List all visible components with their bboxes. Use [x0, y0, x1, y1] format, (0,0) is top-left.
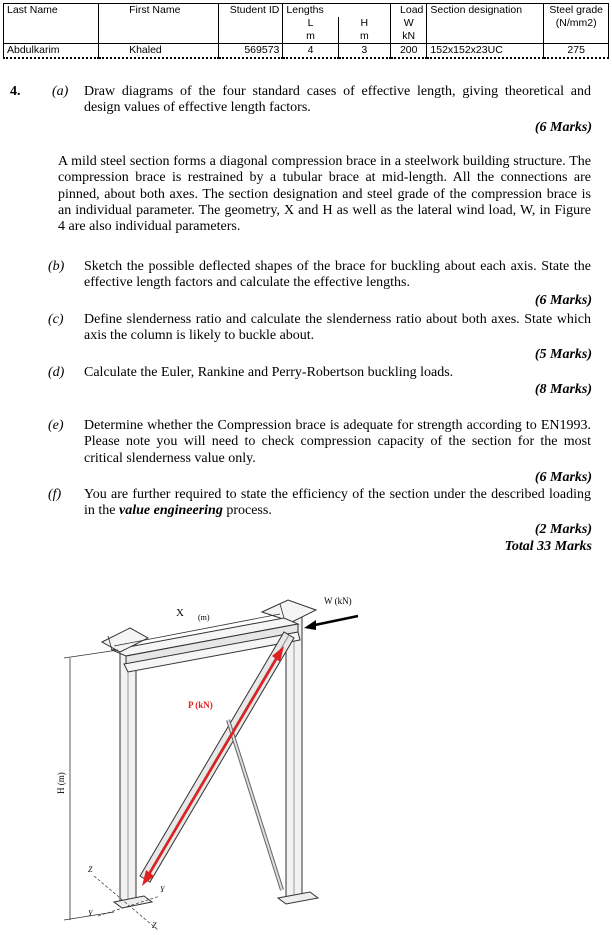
- part-c-text: Define slenderness ratio and calculate the slenderness ratio about both axes. State which axis the column is likely to buckle about.: [84, 312, 591, 344]
- part-a-text: Draw diagrams of the four standard cases of effective length, giving theoretical and design values of effective length factors.: [84, 84, 591, 116]
- part-e-label: (e): [48, 418, 64, 433]
- wind-load-arrow: [304, 616, 358, 630]
- part-b-marks: (6 Marks): [534, 293, 592, 308]
- cell-section: 152x152x23UC: [427, 44, 544, 59]
- col-l-unit: m: [283, 30, 338, 44]
- part-b-label: (b): [48, 259, 65, 274]
- x-label: X: [176, 607, 184, 619]
- cell-h: 3: [338, 44, 390, 59]
- part-d-text: Calculate the Euler, Rankine and Perry-Robertson buckling loads.: [84, 365, 454, 380]
- z-top-label: Z: [88, 865, 93, 874]
- part-d-marks: (8 Marks): [534, 382, 592, 397]
- h-label: H (m): [56, 772, 66, 794]
- part-d-label: (d): [48, 365, 65, 380]
- tubular-restraint: [228, 720, 282, 890]
- total-marks: Total 33 Marks: [504, 539, 592, 554]
- value-engineering-emphasis: value engineering: [119, 503, 223, 519]
- cell-last-name: Abdulkarim: [4, 44, 99, 59]
- col-load-unit: kN: [391, 30, 427, 44]
- cell-steel-grade: 275: [544, 44, 609, 59]
- question-number: 4.: [10, 84, 21, 99]
- part-a-label: (a): [52, 84, 69, 99]
- col-w: W: [391, 17, 427, 30]
- cell-student-id: 569573: [219, 44, 283, 59]
- part-c-label: (c): [48, 312, 64, 327]
- h-dimension: [64, 650, 118, 920]
- cell-first-name: Khaled: [99, 44, 219, 59]
- individual-parameters-table: [3, 3, 609, 59]
- col-last-name: Last Name: [4, 4, 99, 18]
- part-a-marks: (6 Marks): [534, 120, 592, 135]
- part-f-text: You are further required to state the efficiency of the section under the described loading in the value engineering process.: [84, 487, 591, 519]
- part-e-marks: (6 Marks): [534, 470, 592, 485]
- col-lengths: Lengths: [283, 4, 338, 18]
- col-student-id: Student ID: [219, 4, 283, 18]
- y-right-label: Y: [160, 885, 165, 894]
- col-h-unit: m: [338, 30, 390, 44]
- col-load: Load: [391, 4, 427, 18]
- p-label: P (kN): [188, 700, 213, 710]
- z-bottom-label: Z: [152, 921, 157, 930]
- y-left-label: Y: [88, 909, 93, 918]
- x-unit: (m): [198, 613, 210, 622]
- part-e-text: Determine whether the Compression brace is adequate for strength according to EN1993. Please note you will need to check compression capacity of the section for the most critical slenderness value only.: [84, 418, 591, 466]
- part-f-label: (f): [48, 487, 62, 502]
- compression-force-arrow: [142, 646, 284, 886]
- cell-w: 200: [391, 44, 427, 59]
- col-steel-unit: (N/mm2): [544, 17, 609, 30]
- w-label: W (kN): [324, 596, 352, 606]
- part-f-marks: (2 Marks): [534, 522, 592, 537]
- col-h: H: [338, 17, 390, 30]
- intro-paragraph: A mild steel section forms a diagonal compression brace in a steelwork building structure. The compression brace is restrained by a tubular brace at mid-length. All the connections are pinned, about both axes. The section designation and steel grade of the compression brace is an individual parameter. The geometry, X and H as well as the lateral wind load, W, in Figure 4 are also individual parameters.: [58, 154, 591, 235]
- col-section: Section designation: [427, 4, 544, 18]
- col-l: L: [283, 17, 338, 30]
- col-steel-grade: Steel grade: [544, 4, 609, 18]
- col-first-name: First Name: [99, 4, 219, 18]
- part-b-text: Sketch the possible deflected shapes of the brace for buckling about each axis. State the effective length factors and calculate the effective lengths.: [84, 259, 591, 291]
- cell-l: 4: [283, 44, 338, 59]
- part-c-marks: (5 Marks): [534, 347, 592, 362]
- frame-figure: [48, 580, 378, 930]
